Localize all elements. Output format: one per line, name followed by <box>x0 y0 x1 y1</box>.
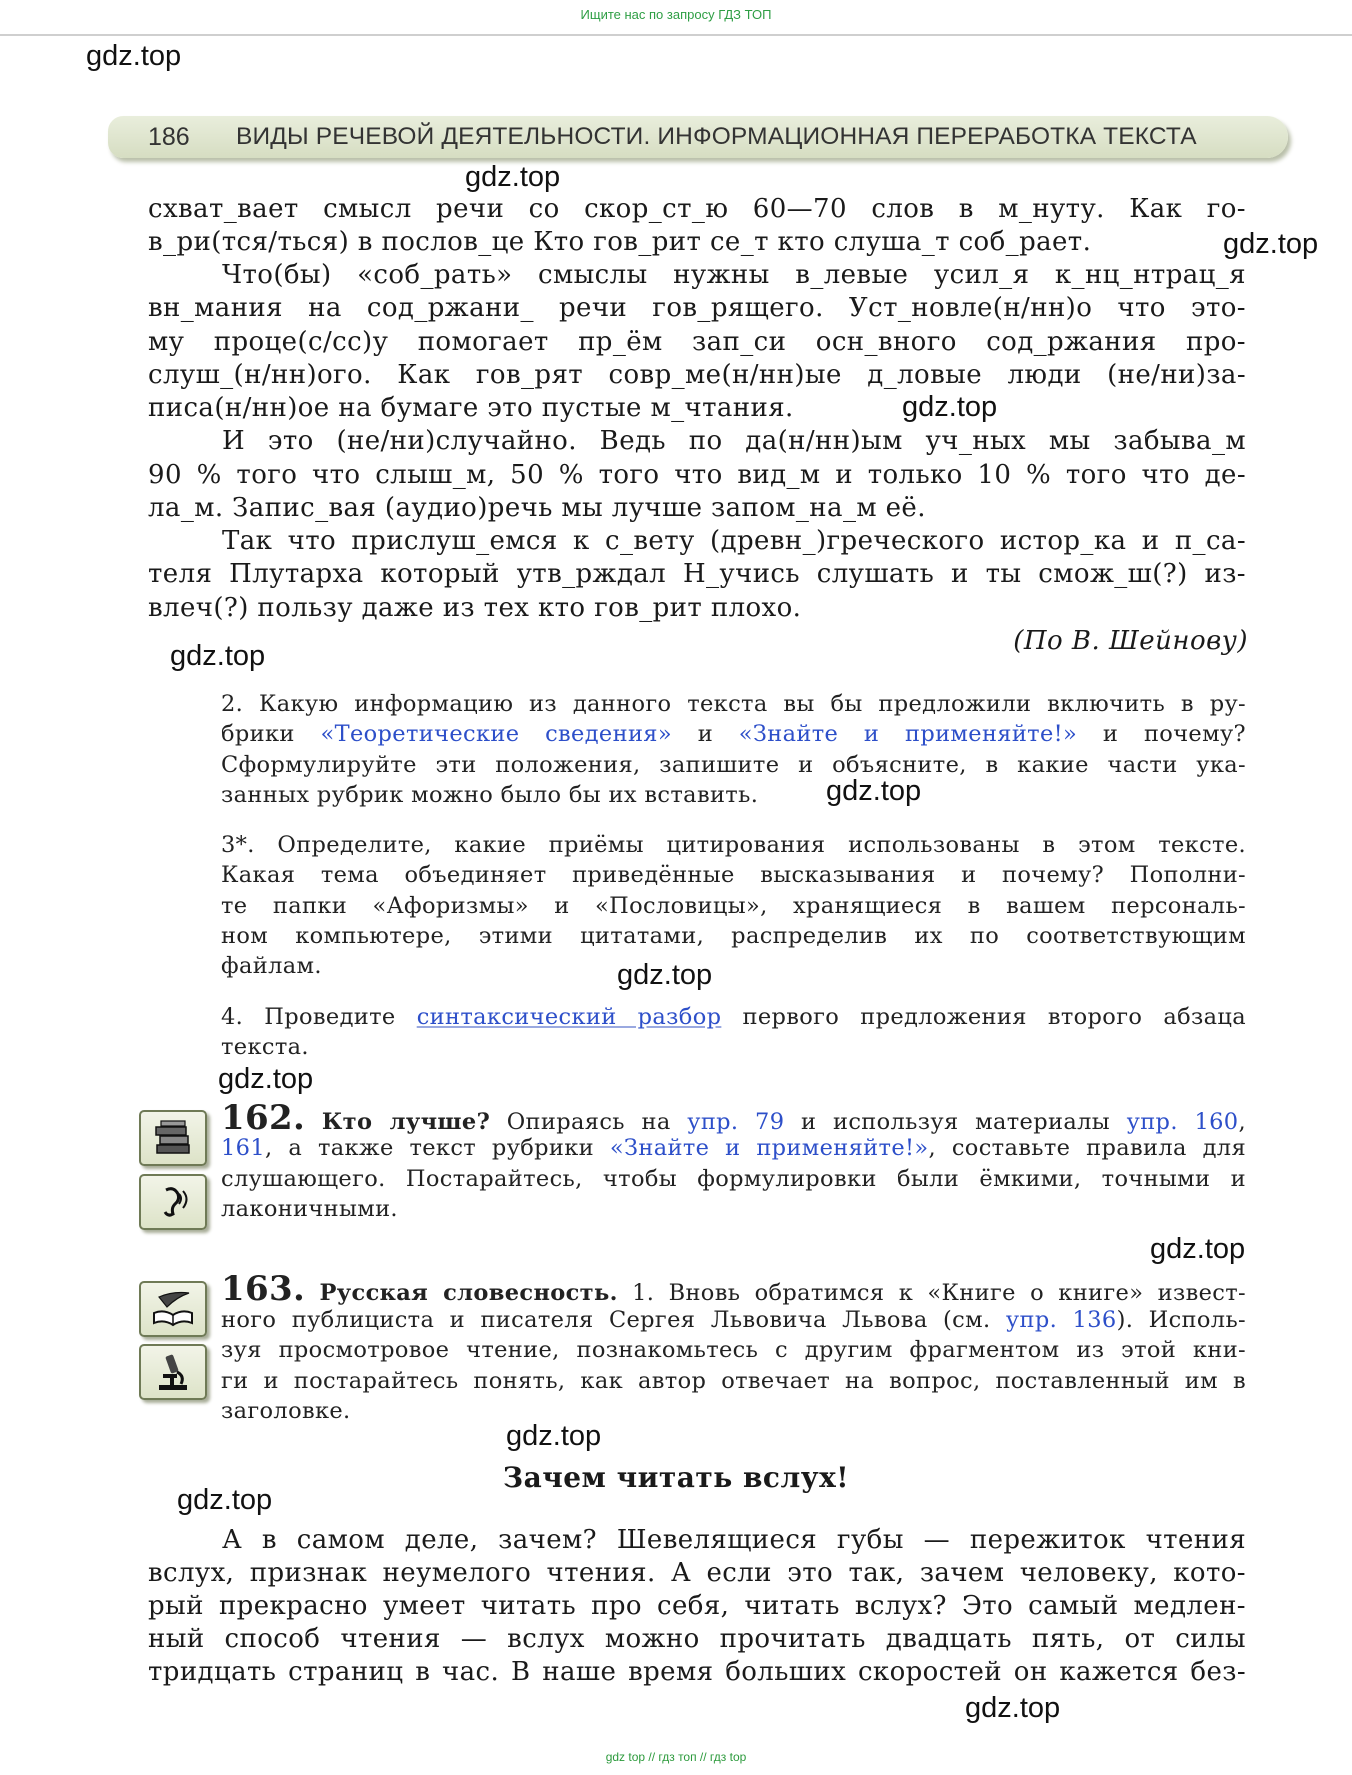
text-line: слуш_(н/нн)ого. Как гов_рят совр_ме(н/нн)ые д_ловые люди (не/ни)за- <box>148 360 1246 390</box>
task4-line: 4. Проведите синтаксический разбор первого предложения второго абзаца <box>221 1004 1246 1030</box>
watermark: gdz.top <box>465 161 561 193</box>
ex162-line: слушающего. Постарайтесь, чтобы формулировки были ёмкими, точными и <box>221 1166 1246 1192</box>
watermark: gdz.top <box>177 1484 273 1516</box>
ex163-line: зуя просмотровое чтение, познакомьтесь с другим фрагментом из этой кни- <box>221 1337 1246 1363</box>
text-line: рый прекрасно умеет читать про себя, читать вслух? Это самый медлен- <box>148 1591 1246 1621</box>
text-line: 90 % того что слыш_м, 50 % того что вид_м и только 10 % того что де- <box>148 460 1246 490</box>
listening-ear-icon <box>139 1174 207 1230</box>
watermark: gdz.top <box>965 1692 1061 1724</box>
watermark: gdz.top <box>218 1063 314 1095</box>
text-line: ла_м. Запис_вая (аудио)речь мы лучше запом_на_м её. <box>148 493 926 523</box>
text-line: в_ри(тся/ться) в послов_це Кто гов_рит се_т кто слуша_т соб_рает. <box>148 227 1092 257</box>
exercise-number: 163. <box>221 1269 306 1309</box>
text-line: вслух, признак неумелого чтения. А если это так, зачем человеку, кото- <box>148 1558 1246 1588</box>
syntax-analysis-link[interactable]: синтаксический разбор <box>416 1004 722 1030</box>
ex163-line-2: ного публициста и писателя Сергея Львовича Львова (см. упр. 136). Исполь- <box>221 1307 1246 1333</box>
ex163-line-1: 163. Русская словесность. 1. Вновь обратимся к «Книге о книге» извест- <box>221 1269 1246 1309</box>
text-line: вн_мания на сод_ржани_ речи гов_рящего. Уст_новле(н/нн)о что это- <box>148 293 1246 323</box>
watermark: gdz.top <box>86 40 182 72</box>
text-line: А в самом деле, зачем? Шевелящиеся губы — пережиток чтения <box>222 1525 1246 1555</box>
task2-line-2: брики «Теоретические сведения» и «Знайте и применяйте!» и почему? <box>221 721 1246 747</box>
task3-line: Какая тема объединяет приведённые высказывания и почему? Пополни- <box>221 862 1246 888</box>
task4-line: текста. <box>221 1034 309 1060</box>
ex162-line-2: 161, а также текст рубрики «Знайте и применяйте!», составьте правила для <box>221 1135 1246 1161</box>
exercise-79-link[interactable]: упр. 79 <box>687 1109 785 1135</box>
task2-line: занных рубрик можно было бы их вставить. <box>221 782 759 808</box>
exercise-160-link[interactable]: упр. 160 <box>1126 1109 1239 1135</box>
task3-line: 3*. Определите, какие приёмы цитирования использованы в этом тексте. <box>221 832 1246 858</box>
watermark: gdz.top <box>170 640 266 672</box>
theory-rubric-link[interactable]: «Теоретические сведения» <box>320 721 672 747</box>
ex162-line: лаконичными. <box>221 1196 398 1222</box>
text-line: Так что прислуш_емся к с_вету (древн_)греческого истор_ка и п_са- <box>222 526 1246 556</box>
watermark: gdz.top <box>506 1420 602 1452</box>
books-icon <box>139 1110 207 1166</box>
exercise-number: 162. <box>221 1098 306 1138</box>
watermark: gdz.top <box>902 391 998 423</box>
text-line: ный способ чтения — вслух можно прочитать двадцать пять, от силы <box>148 1624 1246 1654</box>
text-line: Что(бы) «соб_рать» смыслы нужны в_левые усил_я к_нц_нтрац_я <box>222 260 1246 290</box>
watermark: gdz.top <box>1150 1233 1246 1265</box>
section-heading: Зачем читать вслух! <box>502 1461 850 1494</box>
text-line: писа(н/нн)ое на бумаге это пустые м_чтания. <box>148 393 794 423</box>
task2-line: Сформулируйте эти положения, запишите и объясните, в какие части ука- <box>221 752 1246 778</box>
text-line: влеч(?) пользу даже из тех кто гов_рит плохо. <box>148 593 802 623</box>
text-source: (По В. Шейнову) <box>1013 626 1248 656</box>
watermark: gdz.top <box>826 775 922 807</box>
top-banner-text: Ищите нас по запросу ГДЗ ТОП <box>580 7 772 22</box>
top-banner <box>0 0 1352 36</box>
know-apply-rubric-link[interactable]: «Знайте и применяйте!» <box>609 1135 929 1161</box>
footer-text: gdz top // гдз топ // гдз top <box>605 1750 747 1764</box>
task3-line: те папки «Афоризмы» и «Пословицы», хранящиеся в вашем персональ- <box>221 893 1246 919</box>
watermark: gdz.top <box>1223 228 1319 260</box>
quill-book-icon <box>139 1281 207 1337</box>
exercise-161-link[interactable]: 161 <box>221 1135 265 1161</box>
text-line: И это (не/ни)случайно. Ведь по да(н/нн)ым уч_ных мы забыва_м <box>222 426 1246 456</box>
page-header-title: ВИДЫ РЕЧЕВОЙ ДЕЯТЕЛЬНОСТИ. ИНФОРМАЦИОННАЯ ПЕРЕРАБОТКА ТЕКСТА <box>236 123 1197 150</box>
task3-line: ном компьютере, этими цитатами, распределив их по соответствующим <box>221 923 1246 949</box>
ex163-line: заголовке. <box>221 1398 351 1424</box>
text-line: схват_вает смысл речи со скор_ст_ю 60—70 слов в м_нуту. Как го- <box>148 194 1246 224</box>
ex163-line: ги и постарайтесь понять, как автор отвечает на вопрос, поставленный им в <box>221 1368 1246 1394</box>
text-line: теля Плутарха который утв_рждал Н_учись слушать и ты смож_ш(?) из- <box>148 559 1246 589</box>
task2-line: 2. Какую информацию из данного текста вы бы предложили включить в ру- <box>221 691 1246 717</box>
text-line: тридцать страниц в час. В наше время больших скоростей он кажется без- <box>148 1657 1246 1687</box>
know-apply-rubric-link[interactable]: «Знайте и применяйте!» <box>738 721 1078 747</box>
ex162-line-1: 162. Кто лучше? Опираясь на упр. 79 и используя материалы упр. 160, <box>221 1098 1246 1138</box>
watermark: gdz.top <box>617 959 713 991</box>
text-line: му проце(с/сс)у помогает пр_ём зап_си осн_вного сод_ржания про- <box>148 327 1246 357</box>
task3-line: файлам. <box>221 953 322 979</box>
page-number: 186 <box>148 123 190 151</box>
microscope-icon <box>139 1344 207 1400</box>
exercise-136-link[interactable]: упр. 136 <box>1005 1307 1117 1333</box>
